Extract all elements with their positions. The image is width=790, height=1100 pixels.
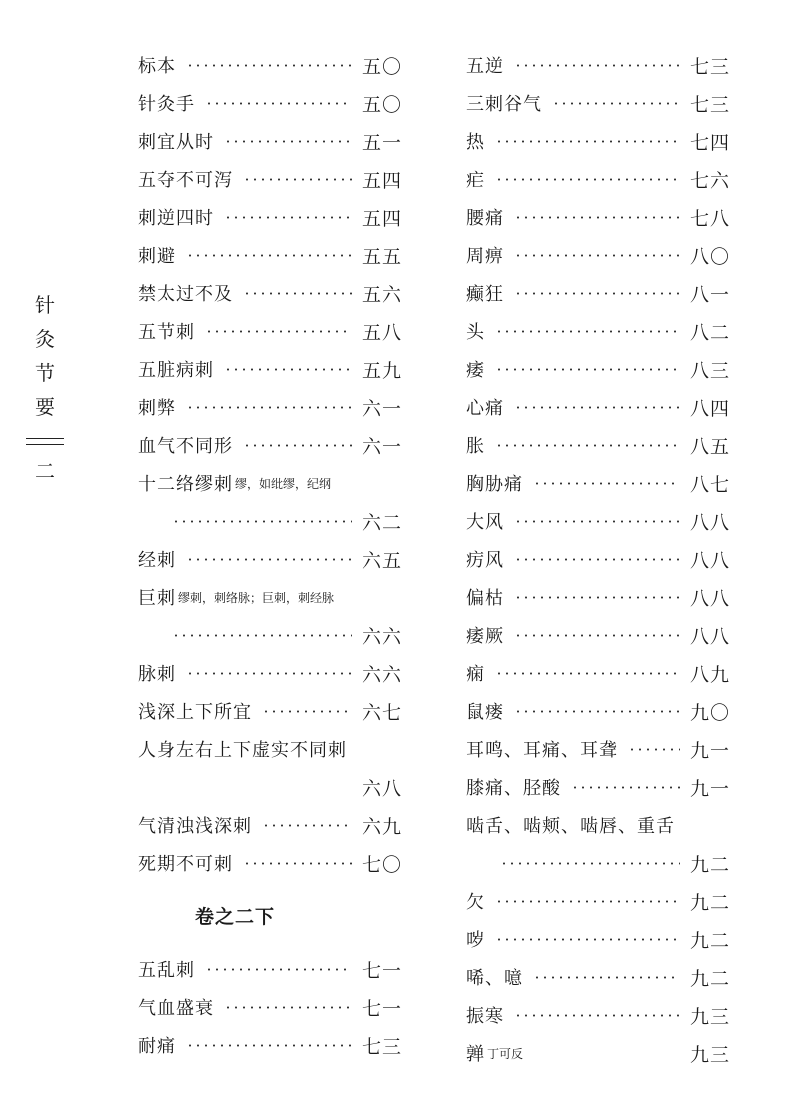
entry-title: 五节刺 [138,322,195,343]
toc-entry[interactable] [138,1026,402,1064]
leader-dots [186,254,352,257]
leader-dots [571,786,680,789]
toc-entry[interactable] [466,882,730,920]
entry-title: 哕 [466,930,485,951]
entry-page: 七三 [361,1035,402,1058]
toc-entry-page-line[interactable] [138,502,402,540]
toc-entry[interactable] [466,312,730,350]
entry-page: 六八 [361,777,402,800]
leader-dots [205,330,352,333]
entry-title: 头 [466,322,485,343]
entry-title: 禁太过不及 [138,284,233,305]
entry-title: 癫狂 [466,284,504,305]
entry-page: 八八 [689,549,730,572]
entry-title: 耳鸣、耳痛、耳聋 [466,740,618,761]
entry-page: 六一 [361,435,402,458]
leader-dots [514,596,680,599]
entry-title: 痿 [466,360,485,381]
entry-title: 脉刺 [138,664,176,685]
entry-page: 八八 [689,511,730,534]
leader-dots [224,1006,352,1009]
leader-dots [533,482,680,485]
toc-entry[interactable] [466,502,730,540]
entry-page: 九一 [689,739,730,762]
entry-title: 痫 [466,664,485,685]
entry-page: 七六 [689,169,730,192]
entry-title: 刺避 [138,246,176,267]
page-number: 二 [35,459,55,483]
entry-page: 六一 [361,397,402,420]
toc-entry[interactable] [138,806,402,844]
entry-title: 十二络缪刺 [138,474,233,495]
entry-page: 八七 [689,473,730,496]
entry-title: 刺逆四时 [138,208,214,229]
entry-title: 针灸手 [138,94,195,115]
leader-dots [224,216,352,219]
running-title [24,288,66,484]
toc-entry[interactable] [466,464,730,502]
toc-entry[interactable] [466,236,730,274]
entry-title: 欠 [466,892,485,913]
entry-page: 六六 [361,625,402,648]
leader-dots [495,140,680,143]
toc-entry[interactable] [138,46,402,84]
toc-right-column [466,46,730,1072]
leader-dots [495,368,680,371]
leader-dots [533,976,680,979]
entry-title: 亸 [466,1044,485,1065]
section-heading: 卷之二下 [194,905,275,928]
leader-dots [262,710,352,713]
entry-page: 八三 [689,359,730,382]
entry-page: 七一 [361,997,402,1020]
entry-page: 六九 [361,815,402,838]
toc-entry[interactable] [466,198,730,236]
toc-entry[interactable] [466,46,730,84]
leader-dots [262,824,352,827]
entry-title: 刺宜从时 [138,132,214,153]
toc-entry[interactable] [138,236,402,274]
entry-page: 七四 [689,131,730,154]
leader-dots [224,140,352,143]
toc-entry[interactable] [138,844,402,882]
toc-entry[interactable] [138,654,402,692]
toc-entry[interactable] [466,578,730,616]
toc-entry[interactable] [138,84,402,122]
entry-title: 疟 [466,170,485,191]
leader-dots [495,938,680,941]
leader-dots [514,406,680,409]
leader-dots [514,1014,680,1017]
leader-dots [628,748,680,751]
entry-page: 九二 [689,967,730,990]
toc-entry[interactable] [466,426,730,464]
leader-dots [205,968,352,971]
leader-dots [514,634,680,637]
toc-entry-title-line[interactable] [138,464,402,502]
entry-page: 八九 [689,663,730,686]
entry-page: 八一 [689,283,730,306]
entry-title: 膝痛、胫酸 [466,778,561,799]
entry-page: 五九 [361,359,402,382]
toc-entry[interactable] [466,160,730,198]
leader-dots [495,900,680,903]
toc-entry-page-line[interactable] [138,616,402,654]
toc-entry[interactable] [466,84,730,122]
entry-page: 五一 [361,131,402,154]
entry-page: 九〇 [689,701,730,724]
entry-page: 九二 [689,853,730,876]
leader-dots [186,558,352,561]
leader-dots [495,444,680,447]
leader-dots [514,520,680,523]
toc-entry[interactable] [466,1034,730,1072]
entry-title: 气清浊浅深刺 [138,816,252,837]
toc-entry-title-line[interactable] [466,806,730,844]
entry-page: 九二 [689,891,730,914]
leader-dots [224,368,352,371]
toc-entry[interactable] [138,198,402,236]
entry-page: 五四 [361,207,402,230]
leader-dots [500,862,680,865]
entry-page: 五〇 [361,55,402,78]
entry-page: 七三 [689,93,730,116]
leader-dots [514,216,680,219]
entry-title: 刺弊 [138,398,176,419]
toc-entry[interactable] [466,274,730,312]
entry-title: 耐痛 [138,1036,176,1057]
entry-title: 五乱刺 [138,960,195,981]
toc-entry[interactable] [138,988,402,1026]
double-rule-divider [26,438,64,445]
leader-dots [186,406,352,409]
leader-dots [514,254,680,257]
leader-dots [243,862,352,865]
entry-page: 七八 [689,207,730,230]
entry-page: 八〇 [689,245,730,268]
entry-title: 胀 [466,436,485,457]
entry-title: 经刺 [138,550,176,571]
entry-title: 五夺不可泻 [138,170,233,191]
toc-entry-title-line[interactable] [138,578,402,616]
running-title-char: 要 [35,395,55,419]
entry-title: 胸胁痛 [466,474,523,495]
entry-page: 八五 [689,435,730,458]
toc-entry[interactable] [466,920,730,958]
toc-entry[interactable] [138,426,402,464]
entry-page: 五四 [361,169,402,192]
leader-dots [514,64,680,67]
leader-dots [514,292,680,295]
toc-entry-title-line[interactable] [138,730,402,768]
toc-entry[interactable] [138,274,402,312]
toc-entry-page-line[interactable] [466,844,730,882]
entry-page: 五八 [361,321,402,344]
entry-page: 八四 [689,397,730,420]
entry-page: 七一 [361,959,402,982]
toc-entry[interactable] [466,692,730,730]
entry-title: 气血盛衰 [138,998,214,1019]
entry-title: 周痹 [466,246,504,267]
entry-title: 唏、噫 [466,968,523,989]
toc-entry[interactable] [138,160,402,198]
entry-page: 八八 [689,625,730,648]
entry-page: 九三 [689,1005,730,1028]
toc-entry[interactable] [138,540,402,578]
leader-dots [186,1044,352,1047]
entry-title: 巨刺 [138,588,176,609]
entry-annotation: 缪刺，刺络脉；巨刺，刺经脉 [178,590,335,605]
entry-title: 大风 [466,512,504,533]
entry-title: 标本 [138,56,176,77]
entry-page: 八八 [689,587,730,610]
leader-dots [495,178,680,181]
toc-entry[interactable] [138,692,402,730]
entry-annotation: 丁可反 [487,1046,524,1061]
entry-page: 六六 [361,663,402,686]
entry-title: 三刺谷气 [466,94,542,115]
toc-left-column [138,46,402,1064]
entry-title: 心痛 [466,398,504,419]
running-title-char: 灸 [35,327,55,351]
entry-page: 六七 [361,701,402,724]
running-title-char: 节 [35,361,55,385]
toc-entry[interactable] [138,950,402,988]
leader-dots [514,710,680,713]
entry-page: 八二 [689,321,730,344]
toc-entry[interactable] [138,312,402,350]
entry-title: 痿厥 [466,626,504,647]
entry-title: 振寒 [466,1006,504,1027]
entry-page: 六二 [361,511,402,534]
leader-dots [186,64,352,67]
entry-title: 疠风 [466,550,504,571]
entry-page: 九二 [689,929,730,952]
entry-title: 腰痛 [466,208,504,229]
leader-dots [495,330,680,333]
toc-entry[interactable] [466,350,730,388]
entry-page: 七三 [689,55,730,78]
entry-page: 六五 [361,549,402,572]
toc-entry-page-line[interactable] [138,768,402,806]
toc-entry[interactable] [466,730,730,768]
entry-title: 血气不同形 [138,436,233,457]
entry-page: 五五 [361,245,402,268]
entry-annotation: 缪，如纰缪，纪纲 [235,476,332,491]
entry-title: 啮舌、啮颊、啮唇、重舌 [466,816,675,837]
toc-entry[interactable] [138,350,402,388]
leader-dots [243,444,352,447]
entry-title: 五逆 [466,56,504,77]
entry-title: 人身左右上下虚实不同刺 [138,740,347,761]
entry-page: 五六 [361,283,402,306]
leader-dots [243,292,352,295]
entry-page: 九一 [689,777,730,800]
leader-dots [172,634,352,637]
leader-dots [495,672,680,675]
toc-entry[interactable] [466,768,730,806]
leader-dots [186,672,352,675]
toc-entry[interactable] [138,388,402,426]
toc-entry[interactable] [466,616,730,654]
entry-title: 浅深上下所宜 [138,702,252,723]
toc-entry[interactable] [466,388,730,426]
toc-entry[interactable] [466,122,730,160]
toc-entry[interactable] [466,958,730,996]
leader-dots [514,558,680,561]
toc-entry[interactable] [138,122,402,160]
entry-page: 九三 [689,1043,730,1066]
entry-page: 五〇 [361,93,402,116]
entry-page: 七〇 [361,853,402,876]
leader-dots [552,102,680,105]
toc-entry[interactable] [466,540,730,578]
entry-title: 鼠瘘 [466,702,504,723]
leader-dots [205,102,352,105]
running-title-char: 针 [35,293,55,317]
entry-title: 偏枯 [466,588,504,609]
leader-dots [172,520,352,523]
entry-title: 热 [466,132,485,153]
leader-dots [243,178,352,181]
entry-title: 死期不可刺 [138,854,233,875]
toc-entry[interactable] [466,654,730,692]
toc-entry[interactable] [466,996,730,1034]
entry-title: 五脏病刺 [138,360,214,381]
